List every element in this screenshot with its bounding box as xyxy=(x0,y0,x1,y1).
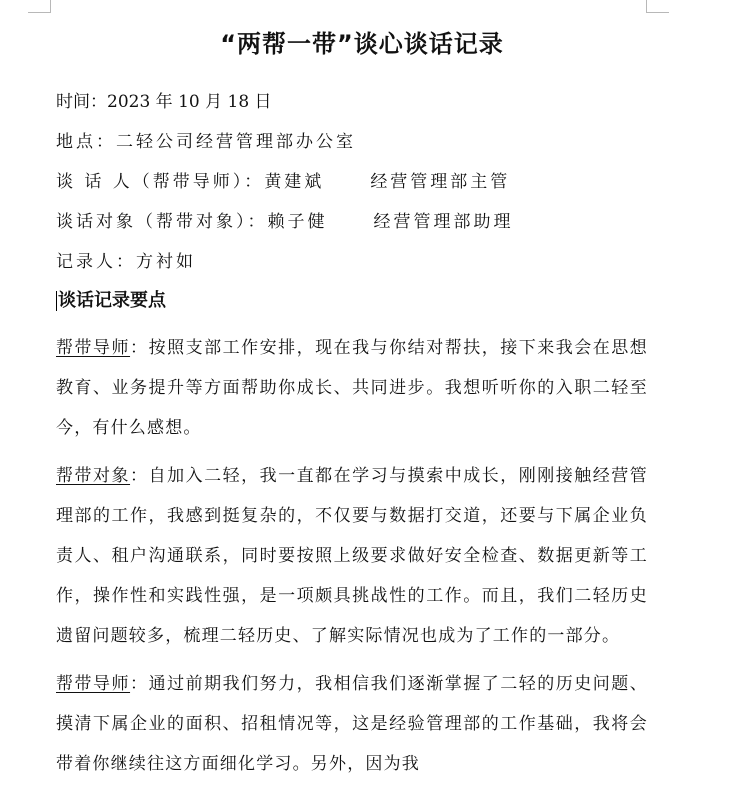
meta-time-value: 2023 年 10 月 18 日 xyxy=(107,92,272,112)
meta-time-label: 时间： xyxy=(56,92,107,112)
meta-recorder xyxy=(56,242,648,282)
meta-mentee xyxy=(56,202,648,242)
meta-time xyxy=(56,82,648,122)
crop-mark-top-left xyxy=(28,0,51,13)
paragraph-text: 通过前期我们努力，我相信我们逐渐掌握了二轻的历史问题、摸清下属企业的面积、招租情况等，这是经验管理部的工作基础，我将会带着你继续往这方面细化学习。另外，因为我 xyxy=(56,674,648,774)
document-title: “两帮一带”谈心谈话记录 xyxy=(220,30,504,58)
dialogue-paragraph-2 xyxy=(56,456,648,656)
speaker-label: 帮带导师 xyxy=(56,674,131,694)
section-heading-text: 谈话记录要点 xyxy=(58,290,166,311)
meta-list xyxy=(56,82,648,282)
meta-mentor xyxy=(56,162,648,202)
meta-place xyxy=(56,122,648,162)
meta-mentor-name: 黄建斌 xyxy=(264,172,325,192)
meta-mentor-role: 经营管理部主管 xyxy=(370,172,511,192)
meta-mentee-role: 经营管理部助理 xyxy=(373,212,514,232)
speaker-label: 帮带对象 xyxy=(56,466,131,486)
speaker-separator: ： xyxy=(130,466,149,486)
meta-mentee-name: 赖子健 xyxy=(267,212,328,232)
dialogue-paragraph-3 xyxy=(56,664,648,784)
meta-place-label: 地点： xyxy=(56,132,116,152)
meta-recorder-name: 方衬如 xyxy=(136,252,196,272)
document-page xyxy=(56,0,648,784)
speaker-label: 帮带导师 xyxy=(56,338,131,358)
speaker-separator: ： xyxy=(130,338,149,358)
dialogue-paragraph-1 xyxy=(56,328,648,448)
crop-mark-top-right xyxy=(646,0,669,13)
paragraph-text: 按照支部工作安排，现在我与你结对帮扶，接下来我会在思想教育、业务提升等方面帮助你成长、共同进步。我想听听你的入职二轻至今，有什么感想。 xyxy=(56,338,648,438)
meta-recorder-label: 记录人： xyxy=(56,252,136,272)
section-heading xyxy=(56,282,648,320)
meta-place-value: 二轻公司经营管理部办公室 xyxy=(116,132,356,152)
paragraph-text: 自加入二轻，我一直都在学习与摸索中成长，刚刚接触经营管理部的工作，我感到挺复杂的，不仅要与数据打交道，还要与下属企业负责人、租户沟通联系，同时要按照上级要求做好安全检查、数据更新等工作，操作性和实践性强，是一项颇具挑战性的工作。而且，我们二轻历史遗留问题较多，梳理二轻历史、了解实际情况也成为了工作的一部分。 xyxy=(56,466,648,646)
meta-mentor-label: 谈 话 人（帮带导师）： xyxy=(56,172,265,192)
text-cursor xyxy=(56,291,57,311)
speaker-separator: ： xyxy=(130,674,149,694)
meta-mentee-label: 谈话对象（帮带对象）： xyxy=(56,212,268,232)
